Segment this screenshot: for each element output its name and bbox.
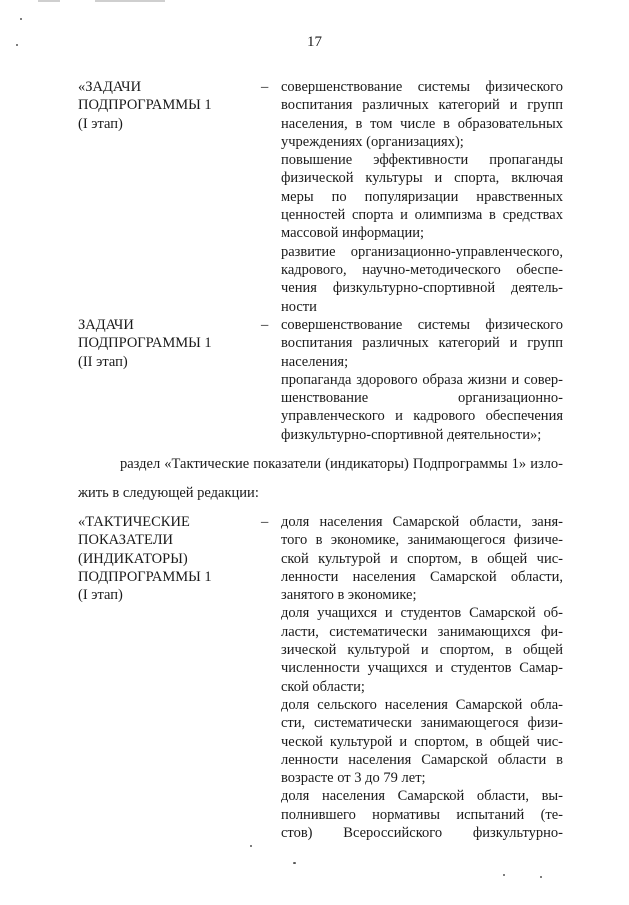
text-line: массовой информации; bbox=[281, 225, 425, 242]
text-line: доля учащихся и студентов Самарской об- bbox=[281, 605, 563, 622]
text-line: ности bbox=[281, 298, 317, 315]
text-line: совершенствование системы физического bbox=[281, 79, 563, 95]
text-line: ценностей спорта и олимпизма в средствах bbox=[281, 207, 563, 224]
section-label: «ТАКТИЧЕСКИЕ ПОКАЗАТЕЛИ (ИНДИКАТОРЫ) ПОДПРОГРАММЫ 1 (I этап) bbox=[78, 514, 212, 604]
text-line: доля сельского населения Самарской обла- bbox=[281, 696, 563, 713]
text-line: учреждениях (организациях); bbox=[281, 133, 464, 150]
dash-separator: – bbox=[261, 317, 269, 333]
text-line: меры по популяризации нравственных bbox=[281, 188, 563, 205]
scan-speck bbox=[16, 44, 18, 46]
text-line: ской области; bbox=[281, 678, 365, 695]
text-line: ленности населения Самарской области, bbox=[281, 568, 563, 585]
text-line: полнившего нормативы испытаний (те- bbox=[281, 806, 563, 823]
scan-artifact bbox=[38, 0, 60, 2]
scan-speck bbox=[503, 874, 505, 876]
text-line: воспитания различных категорий и групп bbox=[281, 335, 563, 352]
scan-artifact bbox=[95, 0, 165, 2]
text-line: физкультурно-спортивной деятельности»; bbox=[281, 426, 542, 443]
section-label: ЗАДАЧИ ПОДПРОГРАММЫ 1 (II этап) bbox=[78, 317, 212, 370]
text-line: возрасте от 3 до 79 лет; bbox=[281, 770, 426, 787]
text-line: кадрового, научно-методического обеспе- bbox=[281, 261, 563, 278]
text-line: численности учащихся и студентов Самар- bbox=[281, 660, 563, 677]
text-line: пропаганда здорового образа жизни и совер- bbox=[281, 371, 563, 388]
paragraph-line: раздел «Тактические показатели (индикаторы) Подпрограммы 1» изло- bbox=[120, 456, 563, 472]
text-line: совершенствование системы физического bbox=[281, 317, 563, 333]
text-line: воспитания различных категорий и групп bbox=[281, 97, 563, 114]
text-line: повышение эффективности пропаганды bbox=[281, 152, 563, 169]
section-tactical-indicators bbox=[78, 513, 563, 853]
section-tasks-stage-1 bbox=[78, 78, 563, 318]
scan-speck bbox=[20, 18, 22, 20]
body-paragraph bbox=[78, 450, 563, 508]
scan-speck bbox=[293, 862, 296, 864]
section-text bbox=[281, 316, 563, 444]
text-line: доля населения Самарской области, заня- bbox=[281, 514, 563, 530]
text-line: шенствование организационно- bbox=[281, 390, 563, 407]
text-line: сти, систематически занимающегося физи- bbox=[281, 715, 563, 732]
section-text bbox=[281, 78, 563, 316]
text-line: ческой культурой и спортом, в общей чис- bbox=[281, 733, 563, 750]
paragraph-line: жить в следующей редакции: bbox=[78, 485, 259, 501]
text-line: стов) Всероссийского физкультурно- bbox=[281, 825, 563, 842]
page-number: 17 bbox=[307, 34, 322, 50]
scan-speck bbox=[540, 876, 542, 878]
dash-separator: – bbox=[261, 79, 269, 95]
text-line: чения физкультурно-спортивной деятель- bbox=[281, 280, 563, 297]
text-line: ской культурой и спортом, в общей чис- bbox=[281, 550, 563, 567]
section-tasks-stage-2 bbox=[78, 316, 563, 446]
text-line: населения; bbox=[281, 353, 349, 370]
section-text bbox=[281, 513, 563, 842]
text-line: физической культуры и спорта, включая bbox=[281, 170, 563, 187]
scan-speck bbox=[250, 845, 252, 847]
text-line: занятого в экономике; bbox=[281, 587, 417, 604]
text-line: управленческого и кадрового обеспечения bbox=[281, 408, 563, 425]
text-line: ласти, систематически занимающихся фи- bbox=[281, 623, 563, 640]
text-line: развитие организационно-управленческого, bbox=[281, 243, 563, 260]
text-line: того в экономике, занимающегося физиче- bbox=[281, 532, 563, 549]
dash-separator: – bbox=[261, 514, 269, 530]
text-line: доля населения Самарской области, вы- bbox=[281, 788, 563, 805]
text-line: населения, в том числе в образовательных bbox=[281, 115, 563, 132]
text-line: ленности населения Самарской области в bbox=[281, 751, 563, 768]
text-line: зической культурой и спортом, в общей bbox=[281, 642, 563, 659]
section-label: «ЗАДАЧИ ПОДПРОГРАММЫ 1 (I этап) bbox=[78, 79, 212, 132]
